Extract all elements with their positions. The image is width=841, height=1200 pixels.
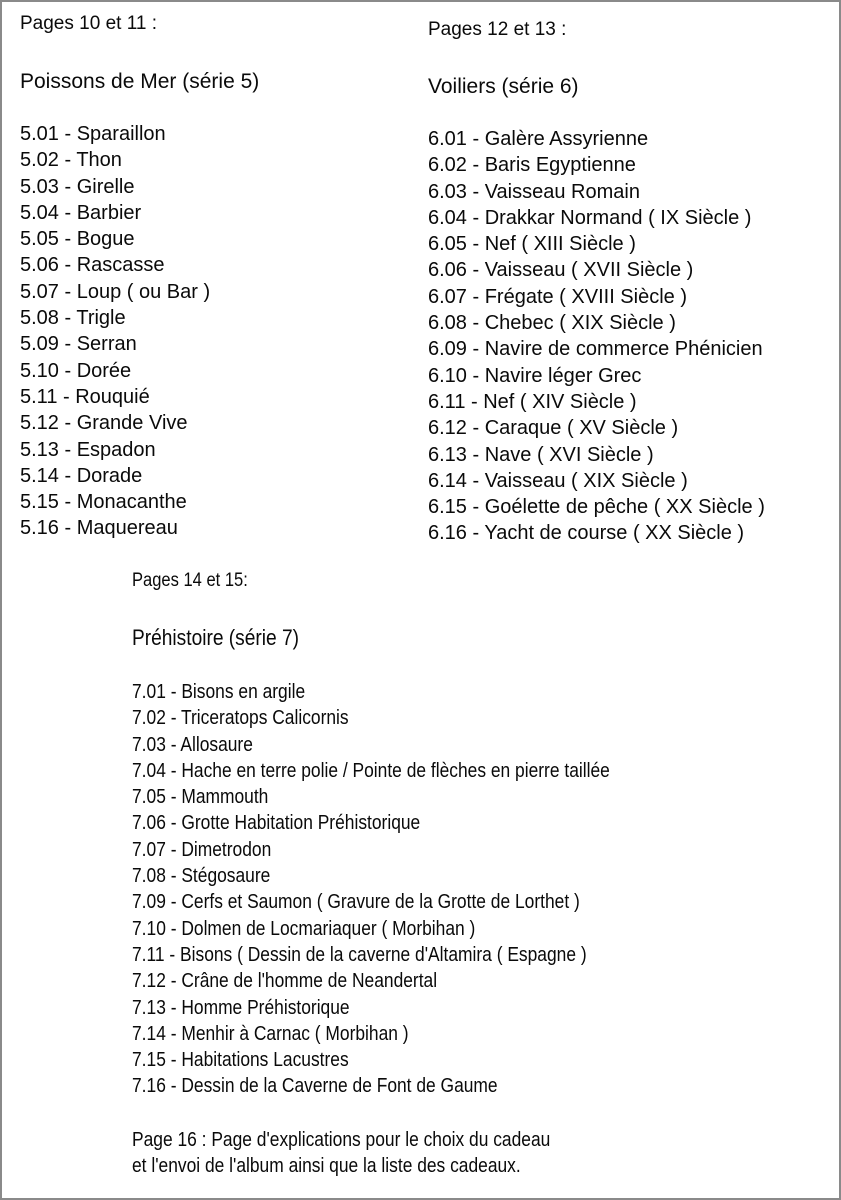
- list-item: 7.11 - Bisons ( Dessin de la caverne d'Altamira ( Espagne ): [132, 943, 587, 966]
- list-item: 7.14 - Menhir à Carnac ( Morbihan ): [132, 1022, 409, 1045]
- section-title-voiliers: [428, 75, 579, 99]
- list-item: 5.12 - Grande Vive: [20, 412, 188, 435]
- list-item: 6.10 - Navire léger Grec: [428, 364, 642, 387]
- list-item: 6.07 - Frégate ( XVIII Siècle ): [428, 285, 687, 308]
- list-item: 7.15 - Habitations Lacustres: [132, 1049, 349, 1072]
- list-item: 5.02 - Thon: [20, 149, 122, 172]
- list-item: 5.16 - Maquereau: [20, 517, 178, 540]
- section-title: Préhistoire (série 7): [132, 625, 299, 650]
- item-list-voiliers: [428, 126, 765, 547]
- list-item: 5.01 - Sparaillon: [20, 123, 166, 145]
- section-prehistoire: [132, 570, 248, 592]
- list-item: 5.08 - Trigle: [20, 307, 126, 330]
- list-item: 6.15 - Goélette de pêche ( XX Siècle ): [428, 496, 765, 519]
- list-item: 6.16 - Yacht de course ( XX Siècle ): [428, 522, 745, 545]
- list-item: 5.07 - Loup ( ou Bar ): [20, 280, 211, 303]
- list-item: 7.12 - Crâne de l'homme de Neandertal: [132, 970, 438, 993]
- list-item: 6.06 - Vaisseau ( XVII Siècle ): [428, 259, 694, 282]
- list-item: 7.09 - Cerfs et Saumon ( Gravure de la Grotte de Lorthet ): [132, 891, 580, 914]
- list-item: 6.11 - Nef ( XIV Siècle ): [428, 390, 637, 413]
- section-poissons: [20, 13, 157, 35]
- list-item: 6.01 - Galère Assyrienne: [428, 128, 649, 150]
- list-item: 6.03 - Vaisseau Romain: [428, 180, 640, 203]
- list-item: 5.03 - Girelle: [20, 175, 135, 198]
- list-item: 7.08 - Stégosaure: [132, 865, 271, 888]
- pages-label: Pages 12 et 13 :: [428, 19, 567, 40]
- section-title: Poissons de Mer (série 5): [20, 70, 260, 93]
- item-list-poissons: [20, 121, 210, 542]
- pages-label: Pages 14 et 15:: [132, 570, 248, 591]
- pages-label: Pages 10 et 11 :: [20, 13, 157, 34]
- list-item: 7.16 - Dessin de la Caverne de Font de Gaume: [132, 1075, 498, 1098]
- list-item: 7.02 - Triceratops Calicornis: [132, 707, 349, 730]
- list-item: 5.10 - Dorée: [20, 359, 132, 382]
- item-list-prehistoire: [132, 679, 610, 1100]
- footer-note: [132, 1127, 550, 1179]
- list-item: 7.01 - Bisons en argile: [132, 681, 306, 703]
- list-item: 6.14 - Vaisseau ( XIX Siècle ): [428, 469, 688, 492]
- list-item: 7.06 - Grotte Habitation Préhistorique: [132, 812, 421, 835]
- section-title-prehistoire: [132, 626, 299, 650]
- list-item: 5.04 - Barbier: [20, 201, 142, 224]
- list-item: 7.03 - Allosaure: [132, 733, 253, 756]
- list-item: 5.05 - Bogue: [20, 228, 135, 251]
- list-item: 6.02 - Baris Egyptienne: [428, 154, 636, 177]
- list-item: 7.05 - Mammouth: [132, 786, 269, 809]
- list-item: 6.13 - Nave ( XVI Siècle ): [428, 443, 654, 466]
- list-item: 5.13 - Espadon: [20, 438, 156, 461]
- footer-line-2: et l'envoi de l'album ainsi que la liste des cadeaux.: [132, 1155, 521, 1177]
- list-item: 7.10 - Dolmen de Locmariaquer ( Morbihan ): [132, 917, 476, 940]
- list-item: 5.15 - Monacanthe: [20, 491, 187, 514]
- list-item: 5.06 - Rascasse: [20, 254, 165, 277]
- list-item: 6.05 - Nef ( XIII Siècle ): [428, 233, 636, 256]
- list-item: 5.11 - Rouquié: [20, 385, 150, 408]
- list-item: 5.14 - Dorade: [20, 464, 143, 487]
- section-title-poissons: [20, 70, 259, 94]
- list-item: 6.12 - Caraque ( XV Siècle ): [428, 417, 679, 440]
- list-item: 6.08 - Chebec ( XIX Siècle ): [428, 312, 676, 335]
- list-item: 5.09 - Serran: [20, 333, 137, 356]
- list-item: 7.13 - Homme Préhistorique: [132, 996, 350, 1019]
- footer-line-1: Page 16 : Page d'explications pour le choix du cadeau: [132, 1129, 551, 1151]
- list-item: 7.04 - Hache en terre polie / Pointe de flèches en pierre taillée: [132, 759, 610, 782]
- section-title: Voiliers (série 6): [428, 75, 579, 98]
- list-item: 6.09 - Navire de commerce Phénicien: [428, 338, 763, 361]
- list-item: 7.07 - Dimetrodon: [132, 838, 272, 861]
- list-item: 6.04 - Drakkar Normand ( IX Siècle ): [428, 206, 752, 229]
- section-voiliers: [428, 19, 566, 41]
